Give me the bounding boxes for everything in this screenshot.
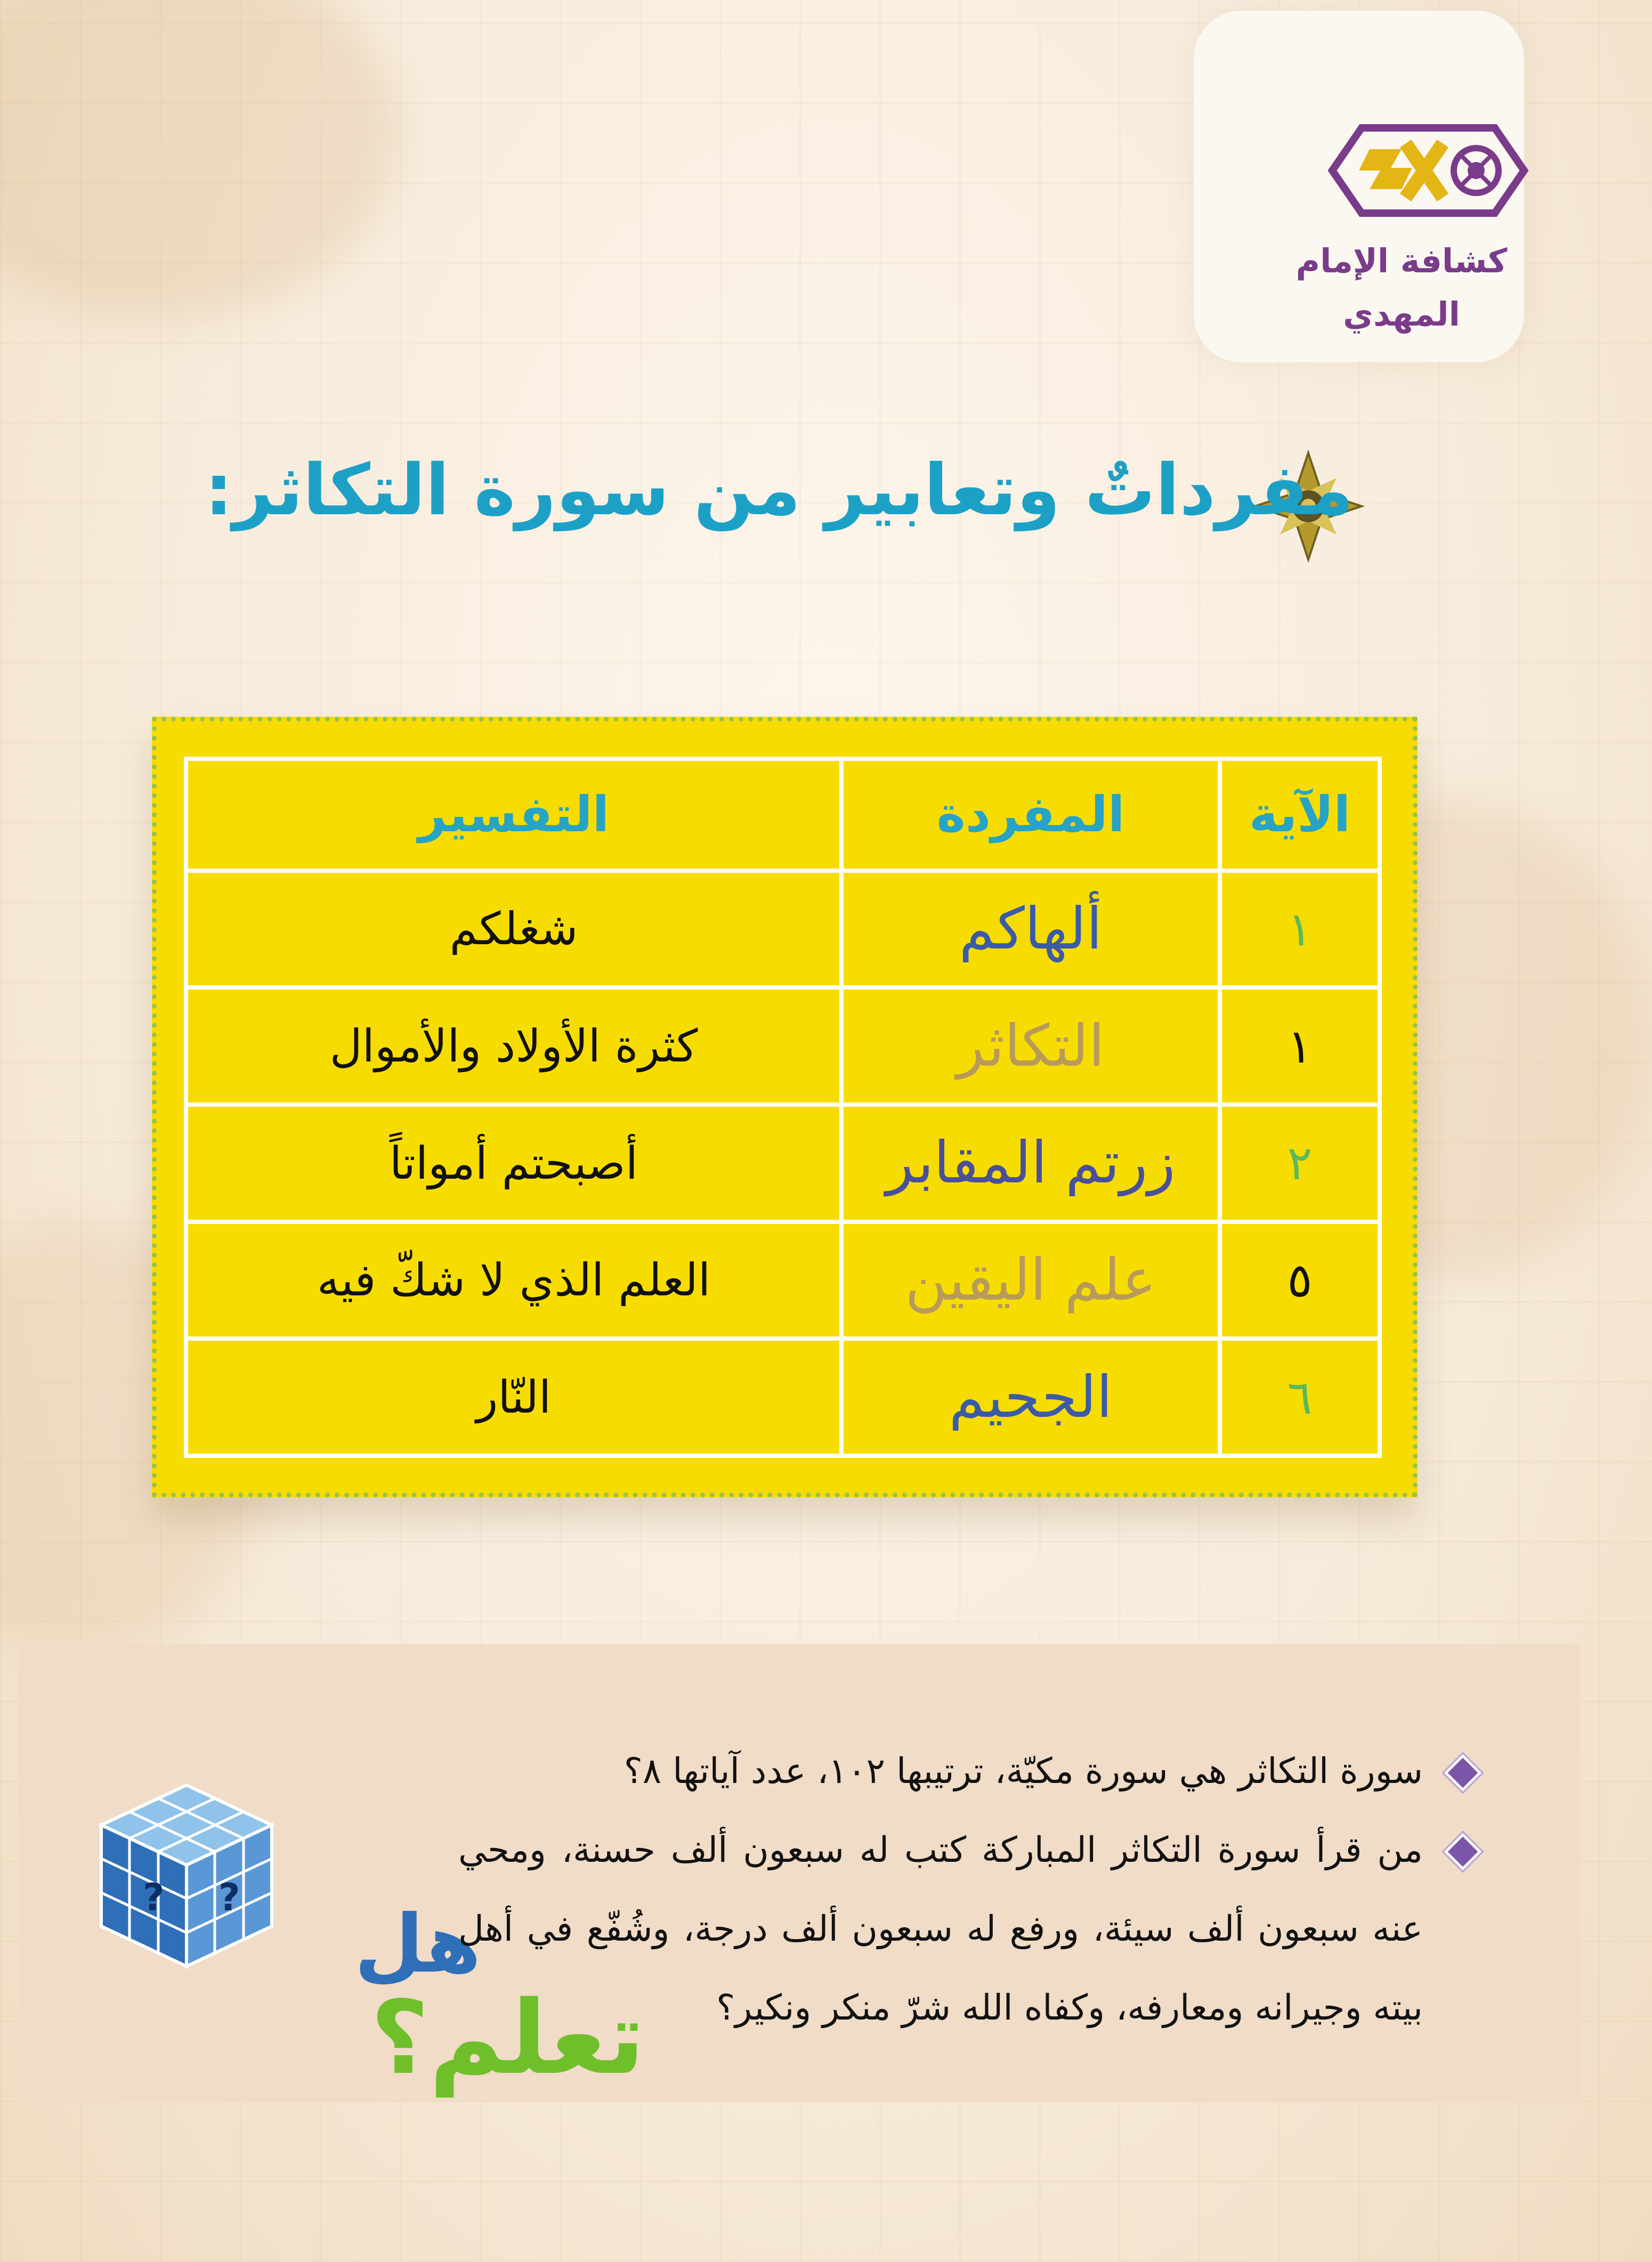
diamond-bullet-icon — [1444, 1754, 1482, 1792]
word-meaning: كثرة الأولاد والأموال — [186, 987, 841, 1105]
svg-text:?: ? — [143, 1876, 165, 1919]
fact-text: من قرأ سورة التكاثر المباركة كتب له سبعون ألف حسنة، ومحي عنه سبعون ألف سيئة، ورفع له سبعون ألف درجة، وشُفّع في أهل بيته وجيرانه ومعارفه، وكفاه الله شرّ منكر ونكير؟ — [458, 1829, 1423, 2028]
facts-list — [458, 1732, 1487, 2047]
brand-name: كشافة الإمام المهدي — [1295, 241, 1508, 334]
vocab-word: الجحيم — [841, 1339, 1220, 1456]
word-meaning: شغلكم — [186, 871, 841, 988]
header-meaning: التفسير — [186, 759, 841, 871]
vocab-word: زرتم المقابر — [841, 1105, 1220, 1222]
did-you-know-line1: هل — [354, 1898, 481, 1991]
table-row — [186, 1105, 1380, 1222]
fact-text: سورة التكاثر هي سورة مكيّة، ترتيبها ١٠٢، عدد آياتها ٨؟ — [623, 1750, 1423, 1791]
table-row — [186, 987, 1380, 1105]
page-title: مفرداتٌ وتعابير من سورة التكاثر: — [204, 449, 1354, 531]
verse-number: ٦ — [1220, 1339, 1380, 1456]
verse-number: ١ — [1220, 987, 1380, 1105]
fact-item — [458, 1811, 1487, 2047]
table-header-row — [186, 759, 1380, 871]
word-meaning: أصبحتم أمواتاً — [186, 1105, 841, 1222]
header-verse: الآية — [1220, 759, 1380, 871]
verse-number: ٢ — [1220, 1105, 1380, 1222]
vocabulary-table-frame — [152, 717, 1418, 1497]
scout-logo-icon — [1322, 117, 1535, 224]
vocabulary-table — [184, 757, 1382, 1458]
vocab-word: ألهاكم — [841, 871, 1220, 988]
table-row — [186, 1222, 1380, 1339]
table-row — [186, 871, 1380, 988]
did-you-know-line2: تعلم؟ — [370, 1979, 645, 2097]
did-you-know-title — [104, 1849, 645, 2115]
fact-item — [458, 1732, 1487, 1811]
word-meaning: النّار — [186, 1339, 841, 1456]
verse-number: ٥ — [1220, 1222, 1380, 1339]
header-word: المفردة — [841, 759, 1220, 871]
vocab-word: علم اليقين — [841, 1222, 1220, 1339]
svg-text:?: ? — [218, 1876, 240, 1919]
diamond-bullet-icon — [1444, 1833, 1482, 1871]
word-meaning: العلم الذي لا شكّ فيه — [186, 1222, 841, 1339]
verse-number: ١ — [1220, 871, 1380, 988]
vocab-word: التكاثر — [841, 987, 1220, 1105]
background-stain — [0, 0, 400, 320]
table-row — [186, 1339, 1380, 1456]
